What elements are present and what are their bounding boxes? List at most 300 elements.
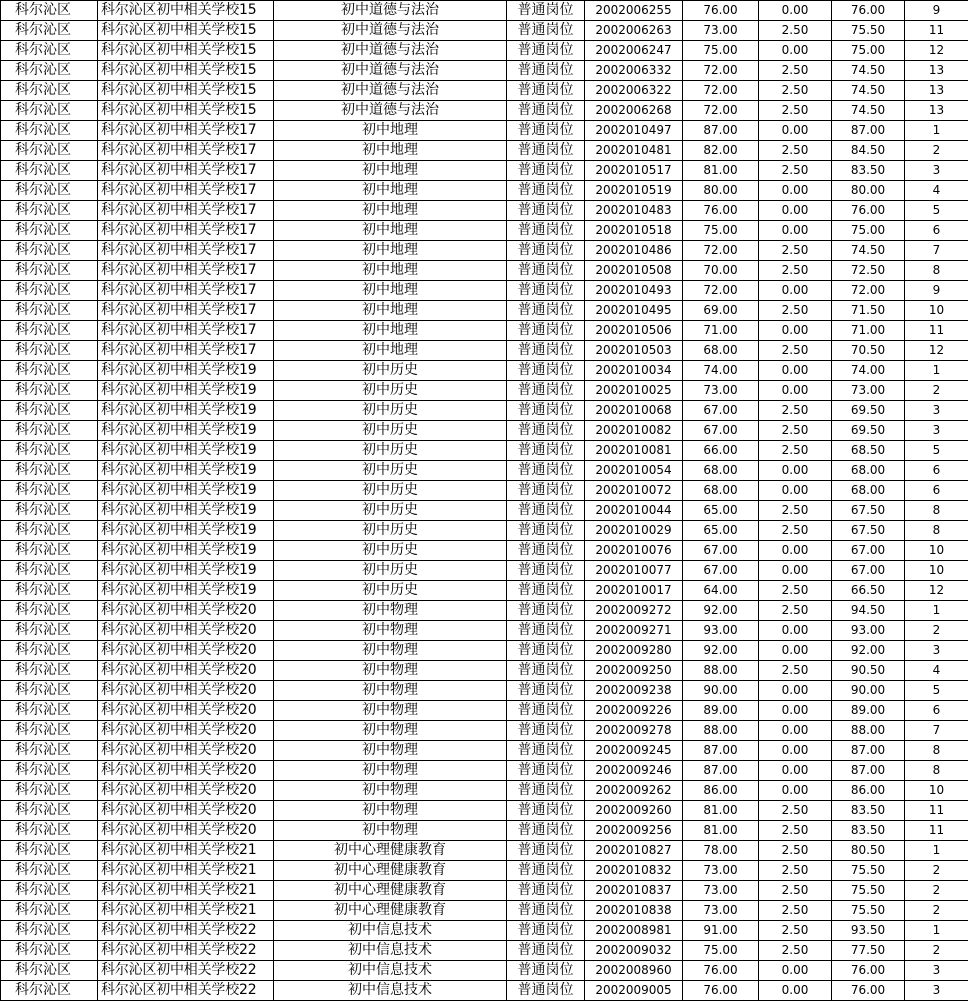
post-type-cell: 普通岗位 [507,961,585,981]
subject-cell: 初中物理 [274,621,507,641]
region-cell: 科尔沁区 [1,761,98,781]
school-cell: 科尔沁区初中相关学校19 [98,361,274,381]
written-score-cell: 76.00 [683,201,759,221]
school-cell: 科尔沁区初中相关学校19 [98,421,274,441]
rank-cell: 10 [905,781,968,801]
region-cell: 科尔沁区 [1,681,98,701]
exam-id-cell: 2002010493 [585,281,683,301]
table-row [1,121,968,141]
rank-cell: 2 [905,621,968,641]
school-cell: 科尔沁区初中相关学校20 [98,681,274,701]
bonus-score-cell: 0.00 [759,621,832,641]
post-type-cell: 普通岗位 [507,601,585,621]
subject-cell: 初中历史 [274,461,507,481]
bonus-score-cell: 2.50 [759,21,832,41]
exam-id-cell: 2002010517 [585,161,683,181]
region-cell: 科尔沁区 [1,541,98,561]
rank-cell: 3 [905,421,968,441]
post-type-cell: 普通岗位 [507,741,585,761]
table-row [1,961,968,981]
rank-cell: 6 [905,481,968,501]
school-cell: 科尔沁区初中相关学校17 [98,181,274,201]
written-score-cell: 65.00 [683,521,759,541]
total-score-cell: 83.50 [832,161,905,181]
bonus-score-cell: 2.50 [759,661,832,681]
subject-cell: 初中地理 [274,341,507,361]
table-row [1,801,968,821]
table-row [1,261,968,281]
written-score-cell: 75.00 [683,941,759,961]
bonus-score-cell: 0.00 [759,761,832,781]
subject-cell: 初中地理 [274,161,507,181]
exam-id-cell: 2002010518 [585,221,683,241]
written-score-cell: 73.00 [683,21,759,41]
post-type-cell: 普通岗位 [507,21,585,41]
bonus-score-cell: 2.50 [759,801,832,821]
total-score-cell: 74.50 [832,241,905,261]
region-cell: 科尔沁区 [1,341,98,361]
school-cell: 科尔沁区初中相关学校19 [98,461,274,481]
subject-cell: 初中道德与法治 [274,21,507,41]
bonus-score-cell: 2.50 [759,81,832,101]
table-row [1,201,968,221]
rank-cell: 1 [905,361,968,381]
total-score-cell: 83.50 [832,801,905,821]
total-score-cell: 94.50 [832,601,905,621]
region-cell: 科尔沁区 [1,21,98,41]
rank-cell: 4 [905,181,968,201]
bonus-score-cell: 0.00 [759,481,832,501]
table-row [1,421,968,441]
post-type-cell: 普通岗位 [507,901,585,921]
school-cell: 科尔沁区初中相关学校20 [98,781,274,801]
post-type-cell: 普通岗位 [507,221,585,241]
post-type-cell: 普通岗位 [507,201,585,221]
written-score-cell: 80.00 [683,181,759,201]
subject-cell: 初中物理 [274,741,507,761]
bonus-score-cell: 0.00 [759,121,832,141]
total-score-cell: 74.50 [832,61,905,81]
region-cell: 科尔沁区 [1,281,98,301]
written-score-cell: 82.00 [683,141,759,161]
exam-id-cell: 2002009238 [585,681,683,701]
total-score-cell: 67.00 [832,541,905,561]
subject-cell: 初中地理 [274,241,507,261]
exam-id-cell: 2002009032 [585,941,683,961]
bonus-score-cell: 2.50 [759,241,832,261]
exam-id-cell: 2002009271 [585,621,683,641]
post-type-cell: 普通岗位 [507,681,585,701]
total-score-cell: 80.00 [832,181,905,201]
table-row [1,281,968,301]
table-row [1,521,968,541]
total-score-cell: 87.00 [832,121,905,141]
rank-cell: 13 [905,101,968,121]
written-score-cell: 75.00 [683,221,759,241]
rank-cell: 8 [905,741,968,761]
written-score-cell: 76.00 [683,961,759,981]
rank-cell: 6 [905,221,968,241]
post-type-cell: 普通岗位 [507,941,585,961]
written-score-cell: 72.00 [683,281,759,301]
total-score-cell: 67.00 [832,561,905,581]
school-cell: 科尔沁区初中相关学校20 [98,801,274,821]
table-row [1,721,968,741]
subject-cell: 初中地理 [274,141,507,161]
bonus-score-cell: 0.00 [759,181,832,201]
total-score-cell: 80.50 [832,841,905,861]
total-score-cell: 68.00 [832,461,905,481]
exam-id-cell: 2002010486 [585,241,683,261]
table-row [1,81,968,101]
region-cell: 科尔沁区 [1,481,98,501]
total-score-cell: 90.00 [832,681,905,701]
rank-cell: 3 [905,981,968,1001]
region-cell: 科尔沁区 [1,821,98,841]
post-type-cell: 普通岗位 [507,181,585,201]
region-cell: 科尔沁区 [1,581,98,601]
bonus-score-cell: 0.00 [759,201,832,221]
table-row [1,601,968,621]
school-cell: 科尔沁区初中相关学校19 [98,481,274,501]
written-score-cell: 73.00 [683,861,759,881]
rank-cell: 12 [905,341,968,361]
region-cell: 科尔沁区 [1,741,98,761]
exam-id-cell: 2002010838 [585,901,683,921]
written-score-cell: 87.00 [683,741,759,761]
table-row [1,21,968,41]
rank-cell: 10 [905,561,968,581]
table-row [1,321,968,341]
written-score-cell: 88.00 [683,721,759,741]
post-type-cell: 普通岗位 [507,581,585,601]
exam-id-cell: 2002009272 [585,601,683,621]
table-row [1,921,968,941]
exam-id-cell: 2002010034 [585,361,683,381]
exam-id-cell: 2002006268 [585,101,683,121]
post-type-cell: 普通岗位 [507,781,585,801]
exam-id-cell: 2002010017 [585,581,683,601]
school-cell: 科尔沁区初中相关学校15 [98,41,274,61]
rank-cell: 1 [905,121,968,141]
total-score-cell: 69.50 [832,401,905,421]
bonus-score-cell: 0.00 [759,981,832,1001]
written-score-cell: 76.00 [683,981,759,1001]
school-cell: 科尔沁区初中相关学校15 [98,61,274,81]
school-cell: 科尔沁区初中相关学校20 [98,601,274,621]
total-score-cell: 93.50 [832,921,905,941]
region-cell: 科尔沁区 [1,621,98,641]
rank-cell: 8 [905,261,968,281]
written-score-cell: 65.00 [683,501,759,521]
rank-cell: 10 [905,301,968,321]
written-score-cell: 81.00 [683,161,759,181]
bonus-score-cell: 0.00 [759,961,832,981]
bonus-score-cell: 0.00 [759,41,832,61]
written-score-cell: 67.00 [683,541,759,561]
bonus-score-cell: 2.50 [759,821,832,841]
school-cell: 科尔沁区初中相关学校17 [98,141,274,161]
post-type-cell: 普通岗位 [507,801,585,821]
subject-cell: 初中物理 [274,661,507,681]
rank-cell: 10 [905,541,968,561]
table-row [1,141,968,161]
rank-cell: 9 [905,281,968,301]
region-cell: 科尔沁区 [1,901,98,921]
exam-id-cell: 2002008960 [585,961,683,981]
school-cell: 科尔沁区初中相关学校21 [98,901,274,921]
post-type-cell: 普通岗位 [507,761,585,781]
bonus-score-cell: 2.50 [759,901,832,921]
region-cell: 科尔沁区 [1,201,98,221]
subject-cell: 初中心理健康教育 [274,881,507,901]
total-score-cell: 75.50 [832,901,905,921]
total-score-cell: 75.50 [832,881,905,901]
exam-id-cell: 2002010072 [585,481,683,501]
bonus-score-cell: 0.00 [759,541,832,561]
post-type-cell: 普通岗位 [507,501,585,521]
rank-cell: 8 [905,521,968,541]
table-row [1,41,968,61]
region-cell: 科尔沁区 [1,521,98,541]
exam-id-cell: 2002006263 [585,21,683,41]
subject-cell: 初中地理 [274,301,507,321]
rank-cell: 2 [905,381,968,401]
table-row [1,401,968,421]
table-row [1,981,968,1001]
school-cell: 科尔沁区初中相关学校17 [98,121,274,141]
bonus-score-cell: 2.50 [759,941,832,961]
table-row [1,461,968,481]
bonus-score-cell: 2.50 [759,521,832,541]
region-cell: 科尔沁区 [1,181,98,201]
subject-cell: 初中物理 [274,681,507,701]
post-type-cell: 普通岗位 [507,721,585,741]
school-cell: 科尔沁区初中相关学校20 [98,621,274,641]
rank-cell: 11 [905,321,968,341]
subject-cell: 初中信息技术 [274,921,507,941]
bonus-score-cell: 2.50 [759,161,832,181]
school-cell: 科尔沁区初中相关学校19 [98,381,274,401]
exam-id-cell: 2002010495 [585,301,683,321]
post-type-cell: 普通岗位 [507,621,585,641]
exam-id-cell: 2002010837 [585,881,683,901]
post-type-cell: 普通岗位 [507,1,585,21]
total-score-cell: 68.50 [832,441,905,461]
subject-cell: 初中心理健康教育 [274,901,507,921]
total-score-cell: 74.50 [832,81,905,101]
written-score-cell: 92.00 [683,601,759,621]
school-cell: 科尔沁区初中相关学校20 [98,821,274,841]
rank-cell: 3 [905,641,968,661]
subject-cell: 初中道德与法治 [274,81,507,101]
exam-id-cell: 2002010068 [585,401,683,421]
post-type-cell: 普通岗位 [507,101,585,121]
region-cell: 科尔沁区 [1,141,98,161]
rank-cell: 3 [905,161,968,181]
total-score-cell: 75.00 [832,221,905,241]
subject-cell: 初中物理 [274,721,507,741]
exam-id-cell: 2002010481 [585,141,683,161]
total-score-cell: 76.00 [832,1,905,21]
school-cell: 科尔沁区初中相关学校19 [98,441,274,461]
school-cell: 科尔沁区初中相关学校17 [98,321,274,341]
school-cell: 科尔沁区初中相关学校20 [98,641,274,661]
subject-cell: 初中道德与法治 [274,1,507,21]
post-type-cell: 普通岗位 [507,61,585,81]
post-type-cell: 普通岗位 [507,161,585,181]
school-cell: 科尔沁区初中相关学校20 [98,741,274,761]
rank-cell: 2 [905,141,968,161]
total-score-cell: 86.00 [832,781,905,801]
subject-cell: 初中道德与法治 [274,101,507,121]
post-type-cell: 普通岗位 [507,661,585,681]
total-score-cell: 68.00 [832,481,905,501]
total-score-cell: 71.50 [832,301,905,321]
post-type-cell: 普通岗位 [507,381,585,401]
region-cell: 科尔沁区 [1,361,98,381]
table-row [1,841,968,861]
post-type-cell: 普通岗位 [507,121,585,141]
subject-cell: 初中历史 [274,521,507,541]
region-cell: 科尔沁区 [1,981,98,1001]
table-row [1,481,968,501]
post-type-cell: 普通岗位 [507,881,585,901]
written-score-cell: 70.00 [683,261,759,281]
rank-cell: 12 [905,41,968,61]
school-cell: 科尔沁区初中相关学校21 [98,841,274,861]
total-score-cell: 75.50 [832,21,905,41]
table-row [1,641,968,661]
written-score-cell: 69.00 [683,301,759,321]
table-row [1,561,968,581]
table-row [1,61,968,81]
rank-cell: 1 [905,601,968,621]
written-score-cell: 81.00 [683,821,759,841]
total-score-cell: 67.50 [832,501,905,521]
region-cell: 科尔沁区 [1,961,98,981]
school-cell: 科尔沁区初中相关学校22 [98,981,274,1001]
subject-cell: 初中地理 [274,221,507,241]
written-score-cell: 74.00 [683,361,759,381]
post-type-cell: 普通岗位 [507,981,585,1001]
region-cell: 科尔沁区 [1,921,98,941]
exam-id-cell: 2002006255 [585,1,683,21]
school-cell: 科尔沁区初中相关学校17 [98,161,274,181]
post-type-cell: 普通岗位 [507,921,585,941]
subject-cell: 初中物理 [274,821,507,841]
region-cell: 科尔沁区 [1,841,98,861]
bonus-score-cell: 2.50 [759,341,832,361]
table-row [1,901,968,921]
region-cell: 科尔沁区 [1,661,98,681]
table-row [1,101,968,121]
subject-cell: 初中物理 [274,761,507,781]
subject-cell: 初中地理 [274,181,507,201]
total-score-cell: 87.00 [832,761,905,781]
total-score-cell: 77.50 [832,941,905,961]
school-cell: 科尔沁区初中相关学校20 [98,701,274,721]
exam-id-cell: 2002010077 [585,561,683,581]
rank-cell: 4 [905,661,968,681]
rank-cell: 1 [905,921,968,941]
written-score-cell: 66.00 [683,441,759,461]
rank-cell: 6 [905,461,968,481]
exam-id-cell: 2002009280 [585,641,683,661]
region-cell: 科尔沁区 [1,301,98,321]
region-cell: 科尔沁区 [1,321,98,341]
total-score-cell: 73.00 [832,381,905,401]
region-cell: 科尔沁区 [1,501,98,521]
total-score-cell: 72.00 [832,281,905,301]
table-row [1,181,968,201]
exam-id-cell: 2002010506 [585,321,683,341]
region-cell: 科尔沁区 [1,121,98,141]
school-cell: 科尔沁区初中相关学校17 [98,201,274,221]
bonus-score-cell: 0.00 [759,461,832,481]
school-cell: 科尔沁区初中相关学校17 [98,301,274,321]
table-row [1,241,968,261]
total-score-cell: 67.50 [832,521,905,541]
subject-cell: 初中信息技术 [274,941,507,961]
bonus-score-cell: 2.50 [759,101,832,121]
bonus-score-cell: 2.50 [759,581,832,601]
exam-id-cell: 2002009246 [585,761,683,781]
total-score-cell: 75.00 [832,41,905,61]
post-type-cell: 普通岗位 [507,261,585,281]
written-score-cell: 87.00 [683,761,759,781]
bonus-score-cell: 0.00 [759,281,832,301]
post-type-cell: 普通岗位 [507,821,585,841]
region-cell: 科尔沁区 [1,421,98,441]
total-score-cell: 76.00 [832,961,905,981]
exam-id-cell: 2002010025 [585,381,683,401]
total-score-cell: 69.50 [832,421,905,441]
school-cell: 科尔沁区初中相关学校15 [98,101,274,121]
written-score-cell: 67.00 [683,561,759,581]
post-type-cell: 普通岗位 [507,521,585,541]
written-score-cell: 73.00 [683,901,759,921]
bonus-score-cell: 0.00 [759,681,832,701]
exam-id-cell: 2002009262 [585,781,683,801]
post-type-cell: 普通岗位 [507,541,585,561]
table-row [1,361,968,381]
written-score-cell: 67.00 [683,421,759,441]
rank-cell: 9 [905,1,968,21]
total-score-cell: 66.50 [832,581,905,601]
table-row [1,761,968,781]
table-row [1,441,968,461]
rank-cell: 7 [905,721,968,741]
exam-id-cell: 2002010827 [585,841,683,861]
subject-cell: 初中历史 [274,401,507,421]
region-cell: 科尔沁区 [1,941,98,961]
post-type-cell: 普通岗位 [507,861,585,881]
region-cell: 科尔沁区 [1,461,98,481]
rank-cell: 12 [905,581,968,601]
rank-cell: 8 [905,501,968,521]
school-cell: 科尔沁区初中相关学校20 [98,661,274,681]
post-type-cell: 普通岗位 [507,81,585,101]
post-type-cell: 普通岗位 [507,141,585,161]
total-score-cell: 72.50 [832,261,905,281]
school-cell: 科尔沁区初中相关学校19 [98,521,274,541]
total-score-cell: 83.50 [832,821,905,841]
rank-cell: 11 [905,21,968,41]
region-cell: 科尔沁区 [1,381,98,401]
bonus-score-cell: 2.50 [759,501,832,521]
written-score-cell: 89.00 [683,701,759,721]
